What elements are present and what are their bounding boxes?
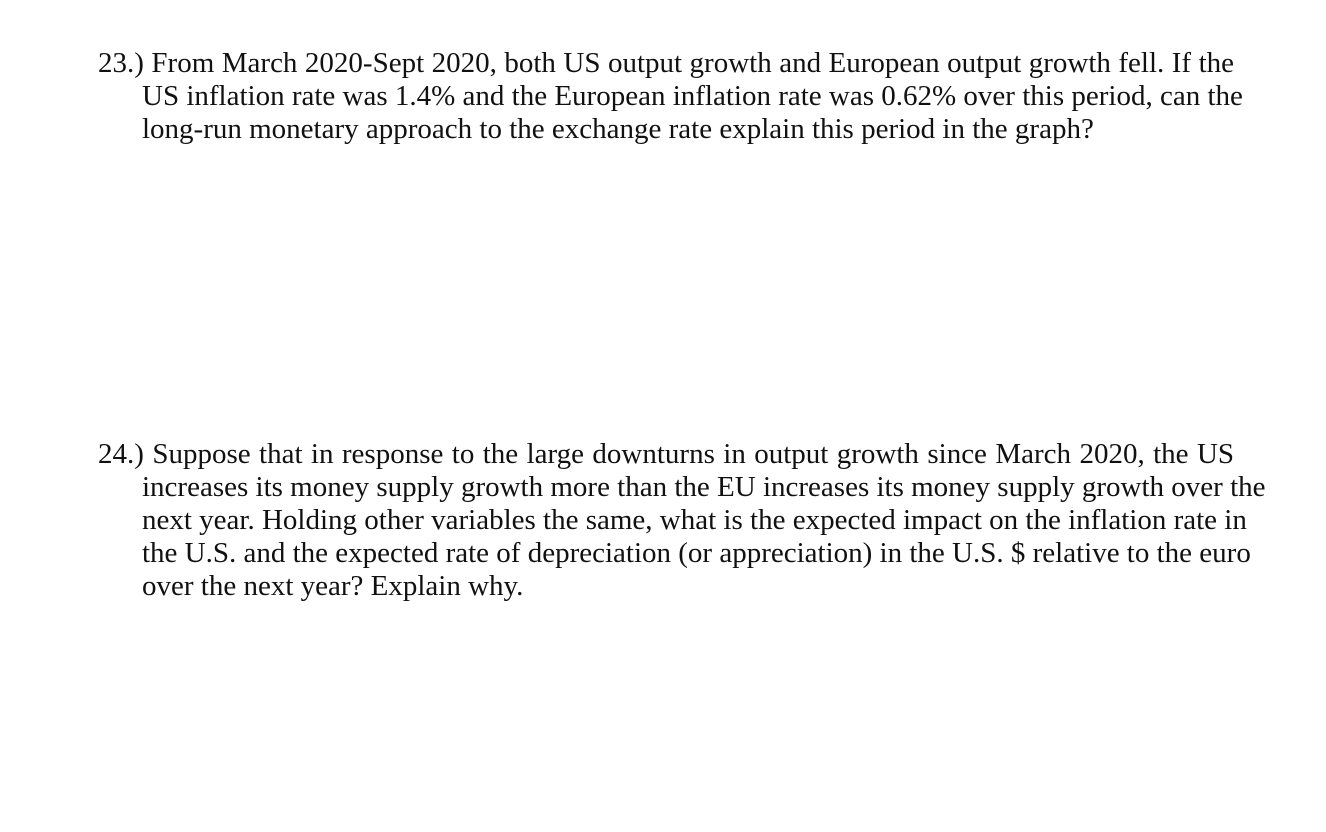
- question-23-text-1: From March 2020-Sept 2020, both US output growth and European output growth fell. If the: [151, 47, 1235, 79]
- question-24: [98, 438, 1266, 603]
- question-24-text-1: Suppose that in response to the large downturns in output growth since March 2020, the US: [152, 438, 1235, 470]
- question-23-line-3: long-run monetary approach to the exchange rate explain this period in the graph?: [142, 113, 1094, 145]
- question-24-number: 24.): [98, 438, 144, 470]
- question-24-line-5: over the next year? Explain why.: [142, 570, 524, 602]
- question-23: [98, 47, 1243, 146]
- question-24-line-4: the U.S. and the expected rate of depreciation (or appreciation) in the U.S. $ relative to the euro: [142, 537, 1251, 569]
- question-23-line-1: [98, 47, 1234, 80]
- question-23-number: 23.): [98, 47, 144, 79]
- question-24-line-1: [98, 438, 1234, 471]
- question-24-line-3: next year. Holding other variables the same, what is the expected impact on the inflation rate in: [142, 504, 1247, 536]
- question-24-line-2: increases its money supply growth more than the EU increases its money supply growth over the: [142, 471, 1266, 503]
- question-23-line-2: US inflation rate was 1.4% and the European inflation rate was 0.62% over this period, can the: [142, 80, 1243, 112]
